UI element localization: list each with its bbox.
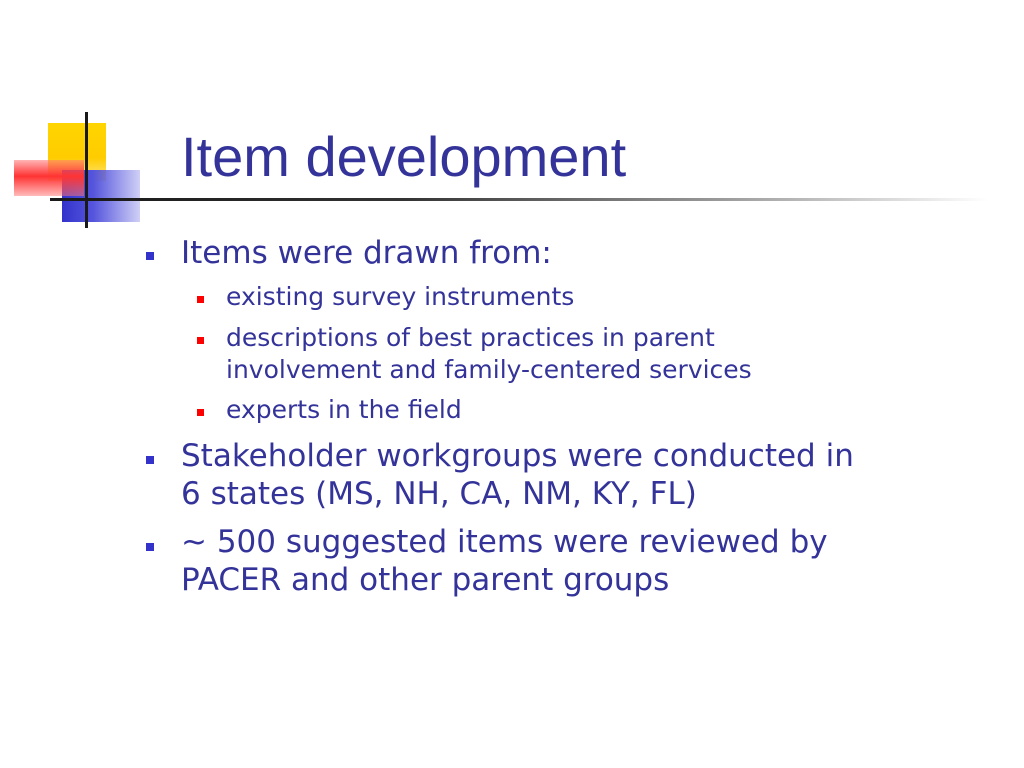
subbullet-square-icon (197, 409, 204, 416)
slide-title: Item development (181, 125, 627, 188)
bullet-text-line2: PACER and other parent groups (181, 562, 670, 598)
bullet-text-line1: Stakeholder workgroups were conducted in (181, 438, 854, 474)
subbullet-text: experts in the field (226, 395, 462, 424)
subbullet-text-line2: involvement and family-centered services (226, 355, 752, 384)
subbullet-text: existing survey instruments (226, 282, 575, 311)
subbullet-square-icon (197, 337, 204, 344)
bullet-square-icon (146, 252, 154, 260)
bullet-text: Items were drawn from: (181, 235, 552, 271)
subbullet-square-icon (197, 296, 204, 303)
bullet-text-line2: 6 states (MS, NH, CA, NM, KY, FL) (181, 476, 697, 512)
bullet-text-line1: ~ 500 suggested items were reviewed by (181, 524, 828, 560)
subbullet-text-line1: descriptions of best practices in parent (226, 323, 715, 352)
bullet-square-icon (146, 456, 154, 464)
bullet-square-icon (146, 543, 154, 551)
